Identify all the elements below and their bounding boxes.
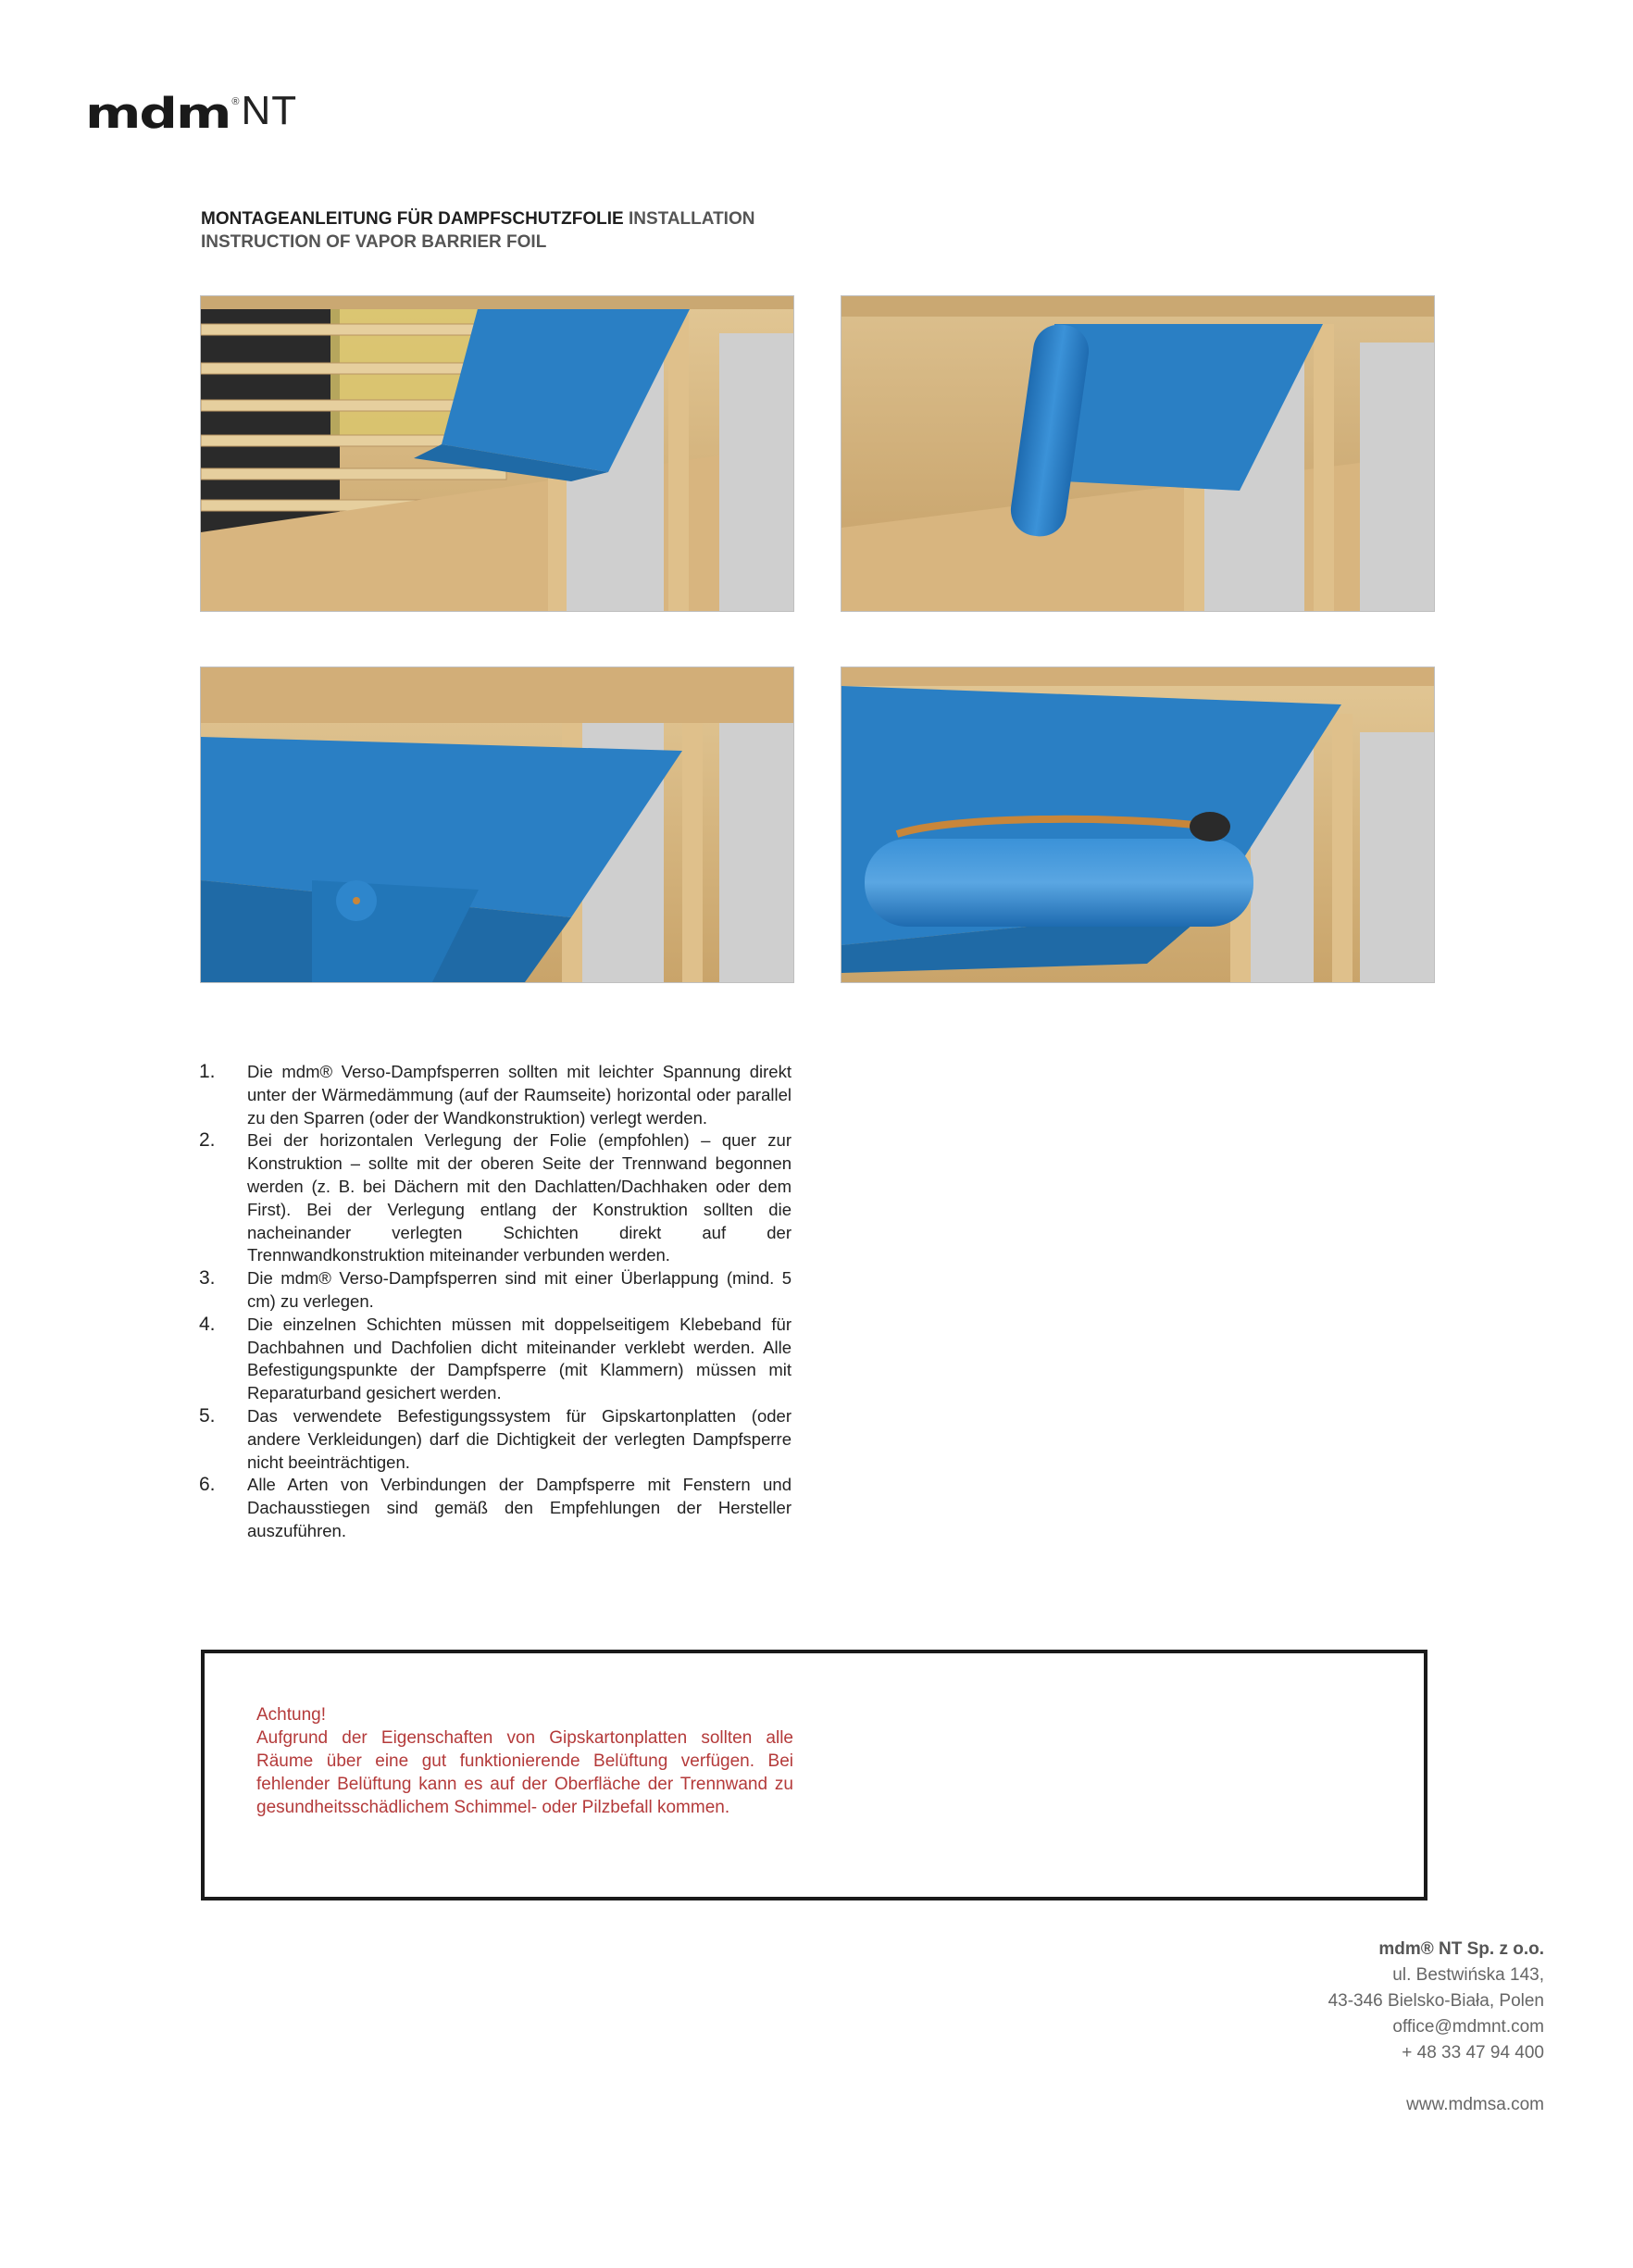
warning-box xyxy=(201,1650,1427,1900)
step-text: Das verwendete Befestigungssystem für Gipskartonplatten (oder andere Verkleidungen) darf die Dichtigkeit der verlegten Dampfsperre nicht beeinträchtigen. xyxy=(247,1405,792,1472)
step-text: Die mdm® Verso-Dampfsperren sollten mit leichter Spannung direkt unter der Wärmedämmung (auf der Raumseite) horizontal oder parallel zu den Sparren (oder der Wandkonstruktion) verlegt werden. xyxy=(247,1062,792,1128)
step-number: 5. xyxy=(199,1404,216,1427)
step-number: 4. xyxy=(199,1313,216,1335)
company-website[interactable]: www.mdmsa.com xyxy=(1406,2095,1544,2114)
company-street: ul. Bestwińska 143, xyxy=(1392,1965,1544,1985)
logo-mark: mdm xyxy=(85,88,231,139)
brand-logo xyxy=(85,85,298,139)
step-item xyxy=(199,1405,792,1474)
step-number: 1. xyxy=(199,1061,216,1082)
step-text: Die mdm® Verso-Dampfsperren sind mit einer Überlappung (mind. 5 cm) zu verlegen. xyxy=(247,1268,792,1311)
company-name: mdm® NT Sp. z o.o. xyxy=(1378,1939,1544,1959)
company-city: 43-346 Bielsko-Biała, Polen xyxy=(1328,1991,1544,2011)
instruction-steps xyxy=(199,1061,792,1543)
step-item xyxy=(199,1474,792,1542)
step-number: 6. xyxy=(199,1474,216,1496)
title-english: INSTALLATION INSTRUCTION OF VAPOR BARRIER FOIL xyxy=(201,209,755,252)
page-title xyxy=(201,207,849,254)
illustration-step-4 xyxy=(841,667,1435,983)
step-item xyxy=(199,1314,792,1405)
logo-registered-mark: ® xyxy=(231,96,240,107)
step-text: Die einzelnen Schichten müssen mit doppelseitigem Klebeband für Dachbahnen und Dachfolien dicht miteinander verklebt werden. Alle Befestigungspunkte der Dampfsperre (mit Klammern) müssen mit Reparaturband gesichert werden. xyxy=(247,1314,792,1403)
company-contact xyxy=(1328,1937,1544,2118)
title-german: MONTAGEANLEITUNG FÜR DAMPFSCHUTZFOLIE xyxy=(201,209,624,229)
step-number: 2. xyxy=(199,1129,216,1152)
warning-title: Achtung! xyxy=(256,1705,326,1725)
step-item xyxy=(199,1267,792,1314)
warning-text: Aufgrund der Eigenschaften von Gipskartonplatten sollten alle Räume über eine gut funktionierende Belüftung verfügen. Bei fehlender Belüftung kann es auf der Oberfläche der Trennwand zu gesundheitsschädlichem Schimmel- oder Pilzbefall kommen. xyxy=(256,1728,793,1817)
step-item xyxy=(199,1061,792,1129)
illustration-step-3 xyxy=(200,667,794,983)
step-number: 3. xyxy=(199,1267,216,1290)
illustration-step-1 xyxy=(200,295,794,612)
step-item xyxy=(199,1129,792,1267)
company-phone: + 48 33 47 94 400 xyxy=(1402,2043,1544,2062)
step-text: Alle Arten von Verbindungen der Dampfsperre mit Fenstern und Dachausstiegen sind gemäß den Empfehlungen der Hersteller auszuführen. xyxy=(247,1475,792,1540)
logo-suffix: NT xyxy=(241,88,298,133)
illustration-step-2 xyxy=(841,295,1435,612)
step-text: Bei der horizontalen Verlegung der Folie (empfohlen) – quer zur Konstruktion – sollte mit der oberen Seite der Trennwand begonnen werden (z. B. bei Dächern mit den Dachlatten/Dachhaken oder dem First). Bei der Verlegung entlang der Konstruktion sollten die nacheinander verlegten Schichten direkt auf der Trennwandkonstruktion miteinander verbunden werden. xyxy=(247,1130,792,1265)
company-email[interactable]: office@mdmnt.com xyxy=(1392,2017,1544,2037)
